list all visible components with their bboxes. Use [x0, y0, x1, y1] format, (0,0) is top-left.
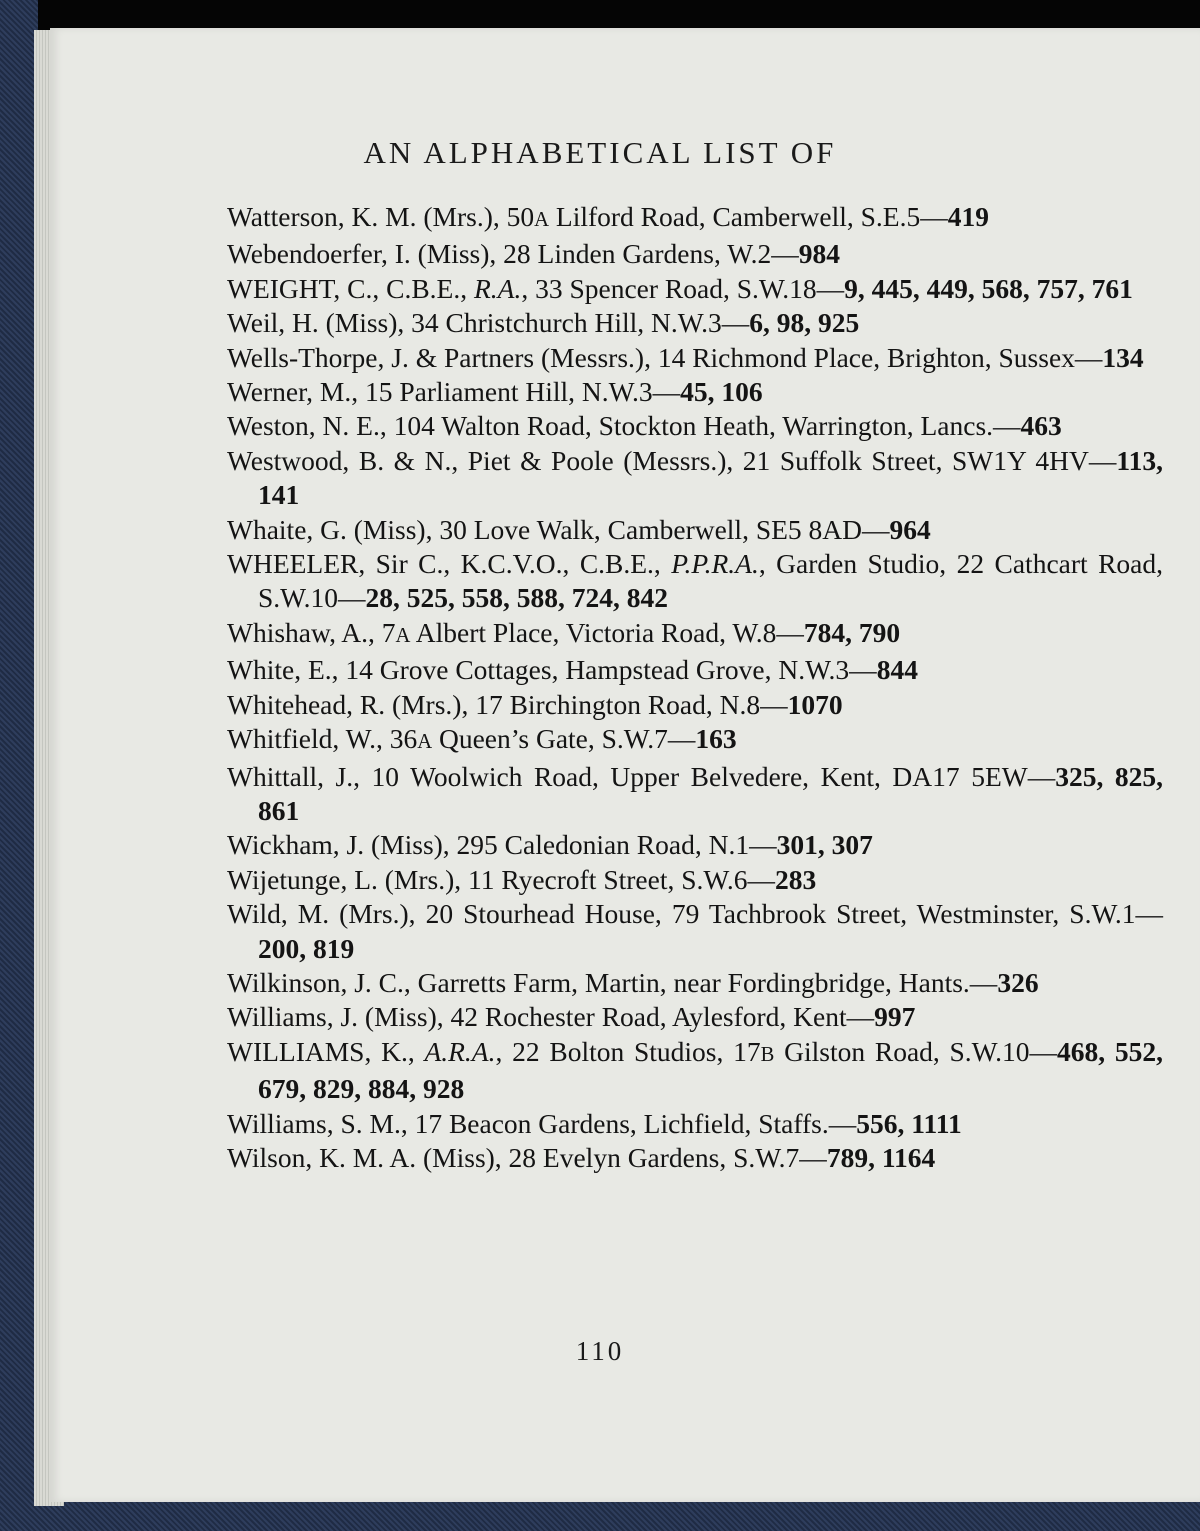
page-references: 6, 98, 925: [749, 307, 860, 339]
list-entry: WHEELER, Sir C., K.C.V.O., C.B.E., P.P.R.A., Garden Studio, 22 Cathcart Road, S.W.10—28, 525, 558, 588, 724, 842: [227, 548, 1163, 614]
page-references: 301, 307: [776, 829, 873, 861]
page-references: 556, 1111: [856, 1107, 962, 1139]
list-entry: WILLIAMS, K., A.R.A., 22 Bolton Studios, 17B Gilston Road, S.W.10—468, 552, 679, 829, 884, 928: [227, 1035, 1163, 1105]
page-references: 283: [774, 863, 817, 895]
list-entry: Wickham, J. (Miss), 295 Caledonian Road, N.1—301, 307: [227, 829, 873, 861]
list-entry: Weil, H. (Miss), 34 Christchurch Hill, N.W.3—6, 98, 925: [227, 307, 860, 339]
page-references: 113, 141: [258, 444, 1163, 511]
page-references: 9, 445, 449, 568, 757, 761: [844, 272, 1133, 304]
list-entry: Webendoerfer, I. (Miss), 28 Linden Gardens, W.2—984: [227, 238, 841, 270]
list-entry: Werner, M., 15 Parliament Hill, N.W.3—45, 106: [227, 376, 763, 408]
page-references: 964: [889, 513, 931, 545]
page-references: 134: [1102, 341, 1144, 373]
book-cover-bottom: [0, 1500, 1200, 1531]
page-references: 325, 825, 861: [258, 760, 1163, 826]
book-cover-left: [0, 0, 38, 1531]
list-entry: Wells-Thorpe, J. & Partners (Messrs.), 14 Richmond Place, Brighton, Sussex—134: [227, 341, 1144, 373]
list-entry: Wijetunge, L. (Mrs.), 11 Ryecroft Street, S.W.6—283: [227, 863, 817, 895]
page-number: 110: [575, 1336, 625, 1366]
page-references: 200, 819: [258, 932, 355, 964]
running-header: AN ALPHABETICAL LIST OF: [363, 135, 837, 170]
page-references: 844: [876, 654, 918, 686]
page-references: 1070: [787, 688, 843, 720]
list-entry: Whishaw, A., 7A Albert Place, Victoria Road, W.8—784, 790: [227, 616, 901, 648]
list-entry: Williams, S. M., 17 Beacon Gardens, Lichfield, Staffs.—556, 1111: [227, 1107, 962, 1139]
list-entry: White, E., 14 Grove Cottages, Hampstead Grove, N.W.3—844: [227, 654, 918, 686]
list-entry: Watterson, K. M. (Mrs.), 50A Lilford Road, Camberwell, S.E.5—419: [227, 201, 989, 232]
list-entry: Whitehead, R. (Mrs.), 17 Birchington Road, N.8—1070: [227, 688, 843, 720]
page-references: 997: [874, 1001, 916, 1033]
page-references: 419: [947, 201, 989, 232]
list-entry: Wilkinson, J. C., Garretts Farm, Martin, near Fordingbridge, Hants.—326: [227, 966, 1039, 998]
list-entry: Williams, J. (Miss), 42 Rochester Road, Aylesford, Kent—997: [227, 1001, 916, 1033]
page-references: 45, 106: [680, 376, 763, 408]
list-entry: Westwood, B. & N., Piet & Poole (Messrs.), 21 Suffolk Street, SW1Y 4HV—113, 141: [227, 444, 1163, 511]
page-references: 984: [798, 238, 841, 270]
list-entry: WEIGHT, C., C.B.E., R.A., 33 Spencer Road, S.W.18—9, 445, 449, 568, 757, 761: [227, 272, 1133, 304]
page-references: 784, 790: [803, 616, 901, 648]
page-references: 468, 552, 679, 829, 884, 928: [258, 1035, 1163, 1105]
list-entry: Whaite, G. (Miss), 30 Love Walk, Camberwell, SE5 8AD—964: [227, 513, 931, 545]
list-entry: Whitfield, W., 36A Queen’s Gate, S.W.7—163: [227, 723, 737, 755]
list-entry: Weston, N. E., 104 Walton Road, Stockton Heath, Warrington, Lancs.—463: [227, 410, 1062, 442]
page-references: 163: [695, 723, 737, 755]
page-references: 28, 525, 558, 588, 724, 842: [365, 582, 668, 614]
list-entry: Whittall, J., 10 Woolwich Road, Upper Belvedere, Kent, DA17 5EW—325, 825, 861: [227, 760, 1163, 826]
entry-list: [227, 200, 1163, 1175]
page-references: 789, 1164: [826, 1141, 936, 1173]
list-entry: Wilson, K. M. A. (Miss), 28 Evelyn Gardens, S.W.7—789, 1164: [227, 1141, 936, 1173]
page-references: 326: [997, 966, 1039, 998]
list-entry: Wild, M. (Mrs.), 20 Stourhead House, 79 Tachbrook Street, Westminster, S.W.1—200, 819: [227, 898, 1163, 964]
page-references: 463: [1020, 410, 1062, 442]
